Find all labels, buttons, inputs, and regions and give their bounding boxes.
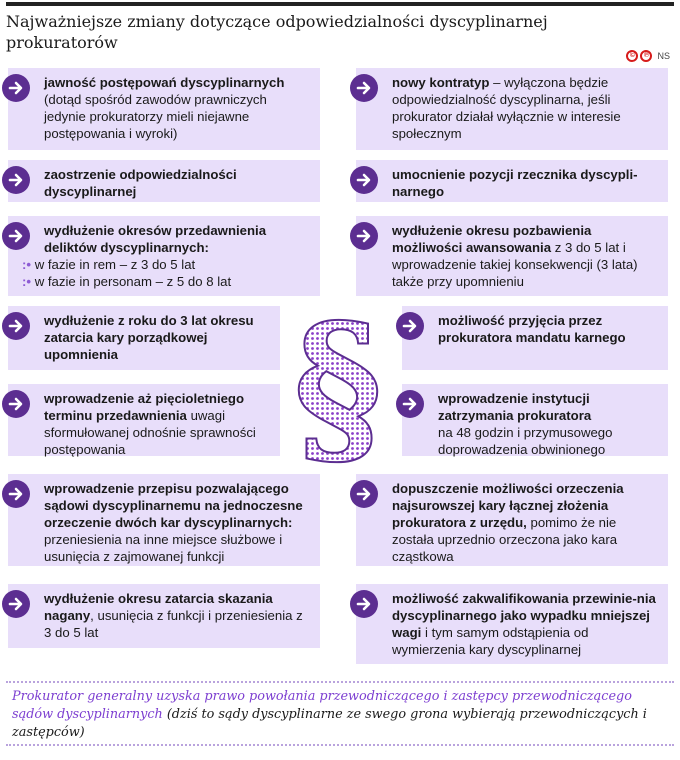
arrow-right-icon [350, 222, 378, 250]
right-item-6 [356, 474, 668, 566]
right-item-6-text: pomimo że nie została uprzednio orzeczona jako kara cząstkowa [392, 515, 618, 564]
right-item-7-bold: możliwość zakwalifikowania przewinie-nia dyscyplinarnego jako wypadku mniejszej wagi [392, 591, 656, 640]
bullet-item: w fazie in personam – z 5 do 8 lat [34, 274, 232, 289]
left-item-4 [8, 306, 280, 370]
arrow-right-icon [2, 590, 30, 618]
bullet-icon: :• [22, 274, 32, 289]
right-item-1-bold: nowy kontratyp [392, 75, 490, 90]
left-item-6-text: przeniesienia na inne miejsce służbowe i usunięcia z zajmowanej funkcji [44, 532, 283, 564]
paragraph-sign-icon [290, 306, 386, 470]
svg-text:§: § [293, 306, 383, 470]
right-item-4-bold: możliwość przyjęcia przez prokuratora mandatu karnego [438, 313, 626, 345]
right-item-7 [356, 584, 668, 664]
badge-circle-left: © [626, 50, 638, 62]
left-item-4-bold: wydłużenie z roku do 3 lat okresu zatarcia kary porządkowej upomnienia [44, 313, 254, 362]
arrow-right-icon [2, 312, 30, 340]
left-item-3 [8, 216, 320, 296]
right-item-2 [356, 160, 668, 202]
left-item-6 [8, 474, 320, 566]
left-item-1-bold: jawność postępowań dyscyplinarnych [44, 75, 285, 90]
left-item-1 [8, 68, 320, 150]
left-item-1-text: (dotąd spośród zawodów prawniczych jedynie prokuratorzy mieli niejawne postępowania i wyroki) [44, 92, 267, 141]
left-item-5-bold: wprowadzenie aż pięcioletniego terminu przedawnienia [44, 391, 245, 423]
arrow-right-icon [350, 74, 378, 102]
footnote-divider-bottom [6, 744, 674, 746]
arrow-right-icon [350, 480, 378, 508]
right-item-3-text: z 3 do 5 lat i wprowadzenie takiej konsekwencji (3 lata) także przy upomnieniu [392, 240, 638, 289]
left-item-7-text: , usunięcia z funkcji i przeniesienia z 3 do 5 lat [44, 608, 303, 640]
right-item-5 [402, 384, 668, 456]
footnote-divider-top [6, 681, 674, 683]
left-item-5-text: uwagi sformułowanej odnośnie sprawności postępowania [44, 408, 256, 457]
left-item-7 [8, 584, 320, 648]
source-badge [626, 50, 670, 62]
right-item-1 [356, 68, 668, 150]
bullet-icon: :• [22, 257, 32, 272]
arrow-right-icon [2, 222, 30, 250]
bullet-list [22, 256, 310, 290]
top-rule [6, 2, 674, 6]
badge-circle-right: ℗ [640, 50, 652, 62]
arrow-right-icon [396, 312, 424, 340]
left-item-7-bold: wydłużenie okresu zatarcia skazania nagany [44, 591, 273, 623]
left-item-6-bold: wprowadzenie przepisu pozwalającego sądowi dyscyplinarnemu na jednoczesne orzeczenie dwóch kar dyscyplinarnych: [44, 481, 303, 530]
arrow-right-icon [2, 166, 30, 194]
left-item-5 [8, 384, 280, 456]
footnote-highlight: Prokurator generalny uzyska prawo powołania przewodniczącego i zastępcy przewodniczącego sądów dyscyplinarnych [12, 689, 632, 722]
bullet-item: w fazie in rem – z 3 do 5 lat [34, 257, 196, 272]
arrow-right-icon [350, 590, 378, 618]
right-item-7-text: i tym samym odstąpienia od wymierzenia kary dyscyplinarnej [392, 625, 589, 657]
right-item-5-bold: wprowadzenie instytucji zatrzymania prokuratora [438, 391, 592, 423]
right-item-5-text: na 48 godzin i przymusowego doprowadzenia obwinionego [438, 425, 613, 457]
page-title: Najważniejsze zmiany dotyczące odpowiedzialności dyscyplinarnej prokuratorów [6, 12, 548, 52]
arrow-right-icon [396, 390, 424, 418]
badge-text: NS [657, 51, 670, 61]
left-item-2 [8, 160, 320, 202]
arrow-right-icon [350, 166, 378, 194]
arrow-right-icon [2, 480, 30, 508]
right-item-1-text: – wyłączona będzie odpowiedzialność dyscyplinarna, jeśli prokurator działał wyłącznie w interesie społecznym [392, 75, 621, 141]
arrow-right-icon [2, 74, 30, 102]
right-item-4 [402, 306, 668, 370]
left-item-3-bold: wydłużenie okresów przedawnienia deliktów dyscyplinarnych: [44, 223, 267, 255]
right-item-2-bold: umocnienie pozycji rzecznika dyscypli-narnego [392, 167, 638, 199]
footnote-rest: (dziś to sądy dyscyplinarne ze swego grona wybierają przewodniczących i zastępców) [12, 707, 647, 740]
left-item-2-bold: zaostrzenie odpowiedzialności dyscyplinarnej [44, 167, 237, 199]
right-item-6-bold: dopuszczenie możliwości orzeczenia najsurowszej kary łącznej złożenia prokuratora z urzędu, [392, 481, 624, 530]
right-item-3 [356, 216, 668, 296]
right-item-3-bold: wydłużenie okresu pozbawienia możliwości awansowania [392, 223, 592, 255]
arrow-right-icon [2, 390, 30, 418]
footnote [12, 688, 668, 742]
